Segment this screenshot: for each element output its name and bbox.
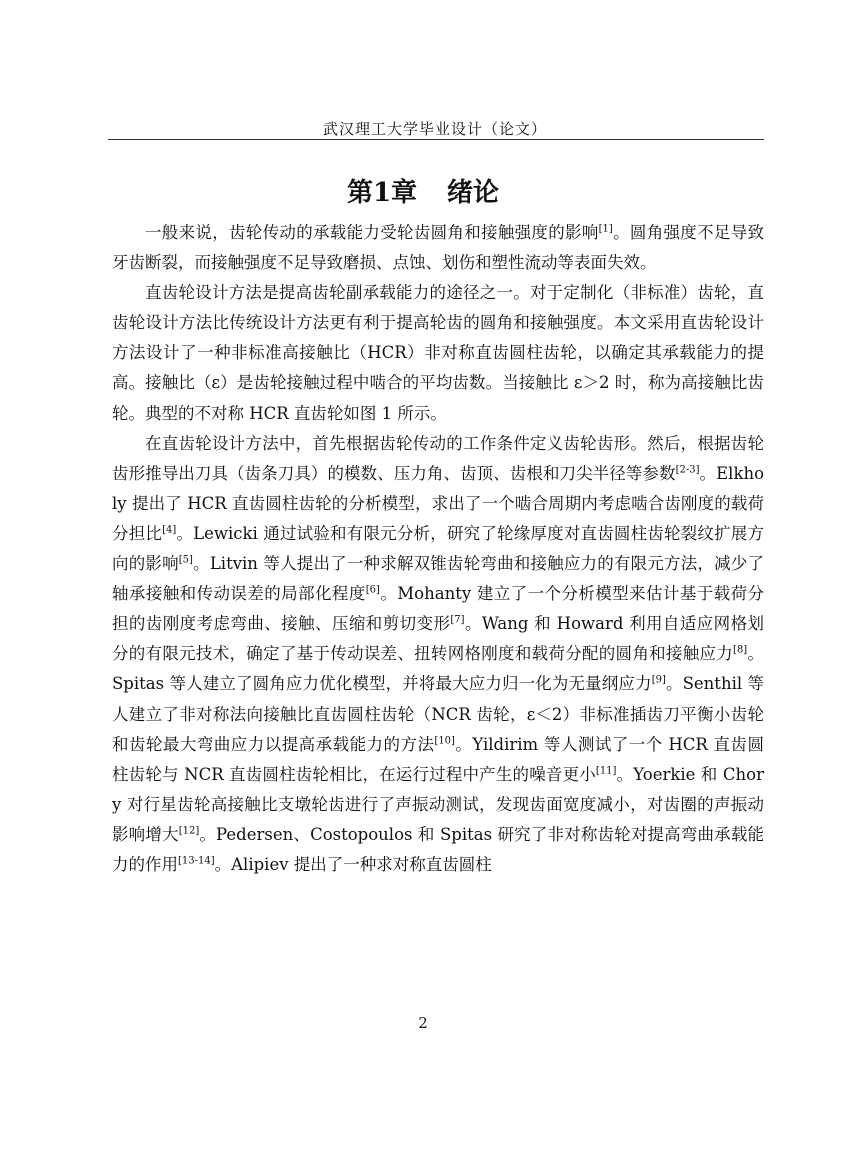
citation-ref: [4] [162,524,177,536]
paragraph-text: 。圆角强度不足导致牙齿断裂，而接触强度不足导致磨损、点蚀、划伤和塑性流动等表面失效。 [112,223,765,273]
body-text [112,218,764,880]
paragraph-text: 。Alipiev 提出了一种求对称直齿圆柱 [214,854,492,874]
paragraph-text: 。Spitas 等人建立了圆角应力优化模型，并将最大应力归一化为无量纲应力 [112,644,765,694]
paragraph-text: 。Litvin 等人提出了一种求解双锥齿轮弯曲和接触应力的有限元方法，减少了轴承接触和传动误差的局部化程度 [112,554,764,604]
citation-ref: [10] [434,735,455,747]
paragraph-text: 。Lewicki 通过试验和有限元分析，研究了轮缘厚度对直齿圆柱齿轮裂纹扩展方向的影响 [112,523,765,574]
header-rule [108,139,764,140]
citation-ref: [11] [595,765,617,777]
chapter-name: 绪论 [447,178,500,208]
citation-ref: [7] [450,614,465,626]
citation-ref: [5] [178,554,193,566]
running-header: 武汉理工大学毕业设计（论文） [322,120,547,138]
paragraph-text: 。Wang 和 Howard 利用自适应网格划分的有限元技术，确定了基于传动误差、扭转网格刚度和载荷分配的圆角和接触应力 [112,614,765,664]
paragraph-text: 。Elkholy 提出了 HCR 直齿圆柱齿轮的分析模型，求出了一个啮合周期内考虑啮合齿刚度的载荷分担比 [112,463,764,543]
chapter-title [0,172,846,209]
paragraph-text: 。Pedersen、Costopoulos 和 Spitas 研究了非对称齿轮对提高弯曲承载能力的作用 [112,824,765,874]
paragraph-text: 在直齿轮设计方法中，首先根据齿轮传动的工作条件定义齿轮齿形。然后，根据齿轮齿形推导出刀具（齿条刀具）的模数、压力角、齿顶、齿根和刀尖半径等参数 [112,433,764,483]
citation-ref: [1] [598,223,613,235]
paragraph-text: 。Yoerkie 和 Chory 对行星齿轮高接触比支墩轮齿进行了声振动测试，发现齿面宽度减小，对齿圈的声振动影响增大 [112,764,764,844]
citation-ref: [9] [651,674,666,686]
paragraph-text: 。Yildirim 等人测试了一个 HCR 直齿圆柱齿轮与 NCR 直齿圆柱齿轮相比，在运行过程中产生的噪音更小 [112,734,765,784]
citation-ref: [6] [365,584,380,596]
paragraph [112,278,764,428]
paragraph [112,429,764,880]
citation-ref: [2-3] [675,464,700,476]
paragraph-text: 。Mohanty 建立了一个分析模型来估计基于载荷分担的齿刚度考虑弯曲、接触、压缩和剪切变形 [112,584,765,634]
paragraph-text: 一般来说，齿轮传动的承载能力受轮齿圆角和接触强度的影响 [145,223,599,242]
paragraph-text: 直齿轮设计方法是提高齿轮副承载能力的途径之一。对于定制化（非标准）齿轮，直齿轮设计方法比传统设计方法更有利于提高轮齿的圆角和接触强度。本文采用直齿轮设计方法设计了一种非标准高接触比（HCR）非对称直齿圆柱齿轮，以确定其承载能力的提高。接触比（ε）是齿轮接触过程中啮合的平均齿数。当接触比 ε＞2 时，称为高接触比齿轮。典型的不对称 HCR 直齿轮如图 1 所示。 [112,283,764,423]
citation-ref: [13-14] [178,855,215,867]
paragraph [112,218,764,278]
citation-ref: [8] [733,644,748,656]
citation-ref: [12] [178,825,200,837]
chapter-label: 第1章 [346,178,418,208]
page-number: 2 [418,1014,428,1032]
paragraph-text: 。Senthil 等人建立了非对称法向接触比直齿圆柱齿轮（NCR 齿轮，ε＜2）非标准插齿刀平衡小齿轮和齿轮最大弯曲应力以提高承载能力的方法 [112,674,764,754]
